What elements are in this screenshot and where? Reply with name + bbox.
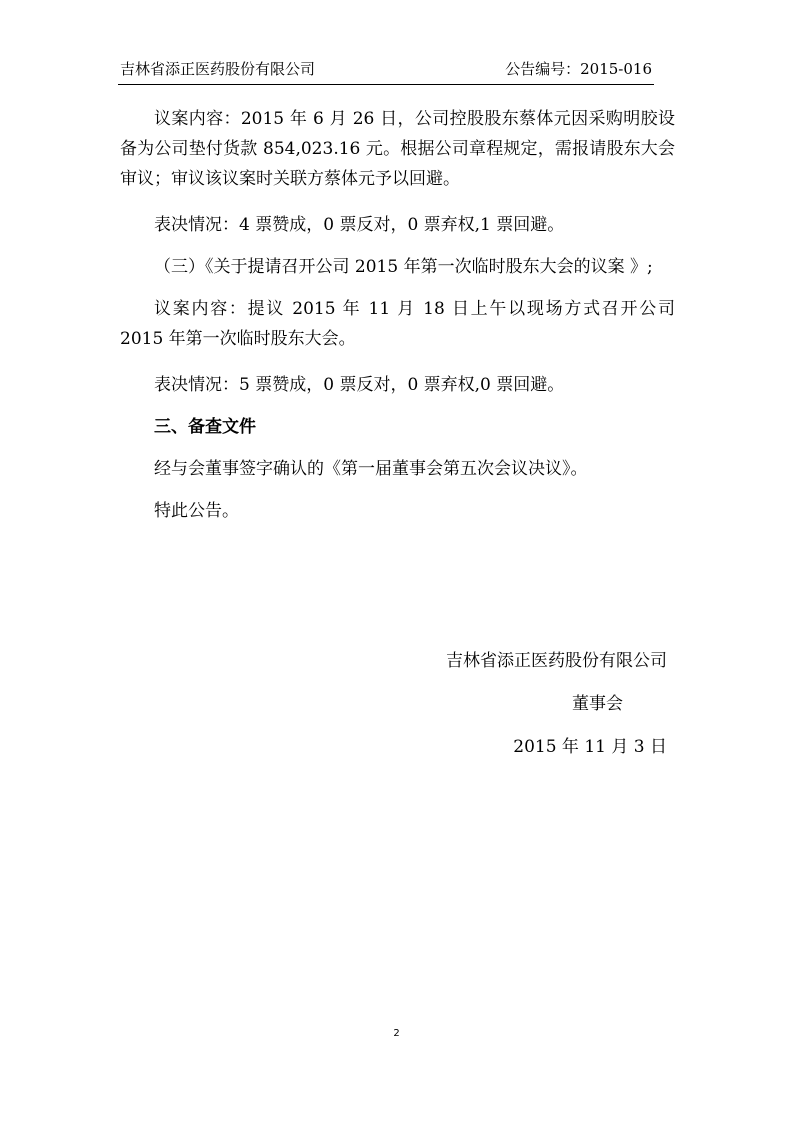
proposal-2-vote-result: 表决情况：4 票赞成，0 票反对，0 票弃权,1 票回避。	[154, 215, 565, 235]
page-number: 2	[393, 1028, 400, 1039]
document-body	[120, 104, 675, 526]
section-3-heading: 三、备查文件	[154, 417, 256, 437]
header-notice-number: 公告编号：2015-016	[505, 60, 652, 78]
signature-date: 2015 年 11 月 3 日	[513, 737, 667, 757]
closing-statement: 特此公告。	[154, 501, 239, 521]
proposal-3-content: 议案内容：提议 2015 年 11 月 18 日上午以现场方式召开公司 2015 年第一次临时股东大会。	[120, 299, 675, 349]
header-company-name: 吉林省添正医药股份有限公司	[120, 60, 316, 78]
proposal-2-content: 议案内容：2015 年 6 月 26 日，公司控股股东蔡体元因采购明胶设备为公司垫付货款 854,023.16 元。根据公司章程规定，需报请股东大会审议；审议该议案时关联方蔡体元予以回避。	[120, 109, 675, 189]
reference-document: 经与会董事签字确认的《第一届董事会第五次会议决议》。	[154, 459, 588, 479]
proposal-3-vote-result: 表决情况：5 票赞成，0 票反对，0 票弃权,0 票回避。	[154, 375, 565, 395]
page-header	[120, 57, 652, 81]
header-divider	[118, 84, 654, 85]
signature-company: 吉林省添正医药股份有限公司	[446, 651, 667, 671]
signature-board: 董事会	[572, 694, 623, 714]
proposal-3-title: （三）《关于提请召开公司 2015 年第一次临时股东大会的议案 》;	[154, 257, 653, 277]
